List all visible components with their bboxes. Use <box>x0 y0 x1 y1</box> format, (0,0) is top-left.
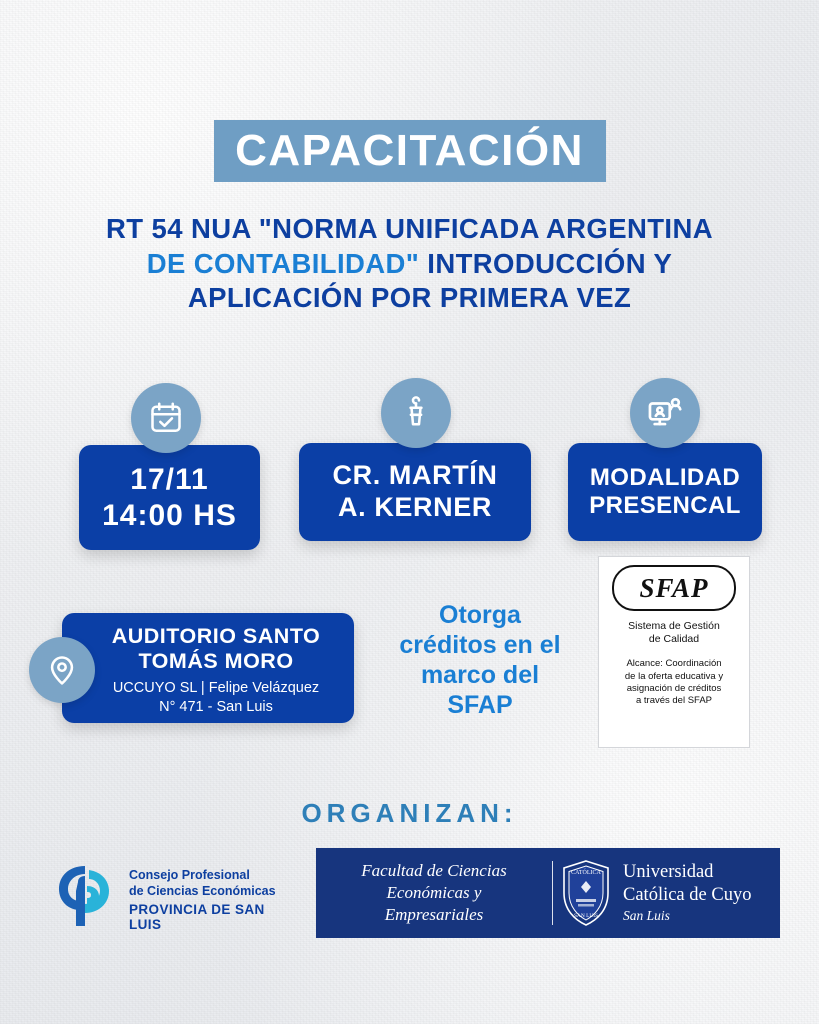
subtitle-line-1: RT 54 NUA "NORMA UNIFICADA ARGENTINA <box>106 213 713 244</box>
organizers-heading: ORGANIZAN: <box>301 798 518 828</box>
cpce-logo-icon <box>45 860 119 930</box>
svg-text:SAN LUIS: SAN LUIS <box>573 913 599 919</box>
card-modality-line-1: MODALIDAD <box>589 463 741 491</box>
venue-address-line-2: N° 471 - San Luis <box>159 698 273 715</box>
faculty-line-2: Económicas y <box>386 883 482 903</box>
sfap-scope-line-1: Alcance: Coordinación <box>626 658 722 670</box>
university-line-2: Católica de Cuyo <box>623 884 752 905</box>
card-date-line-1: 17/11 <box>130 463 209 497</box>
venue-title-line-2: TOMÁS MORO <box>138 648 294 673</box>
sfap-subtitle-line-2: de Calidad <box>648 633 700 646</box>
banner-title <box>214 120 606 182</box>
sfap-logo-text: SFAP <box>639 572 709 603</box>
venue-title-line-1: AUDITORIO SANTO <box>111 624 321 648</box>
card-speaker <box>299 443 531 541</box>
credits-line-3: marco del <box>420 661 540 689</box>
university-line-1: Universidad <box>623 862 714 883</box>
credits-line-2: créditos en el <box>399 631 561 659</box>
sfap-scope-line-2: de la oferta educativa y <box>624 670 724 682</box>
credits-line-1: Otorga <box>439 601 521 629</box>
university-line-3: San Luis <box>623 908 670 924</box>
cpce-line-1: Consejo Profesional <box>129 868 250 882</box>
sfap-subtitle-line-1: Sistema de Gestión <box>628 620 720 632</box>
sfap-seal <box>598 556 750 748</box>
faculty-name <box>316 860 552 925</box>
info-cards <box>0 425 819 550</box>
calendar-icon <box>131 383 201 453</box>
sfap-logo-icon <box>612 565 736 611</box>
catolica-shield-icon <box>553 857 619 929</box>
lectern-speaker-icon <box>381 378 451 448</box>
card-speaker-line-2: A. KERNER <box>338 492 492 522</box>
subtitle-line-2-rest: INTRODUCCIÓN Y <box>419 247 673 279</box>
sfap-subtitle <box>628 620 720 646</box>
page-title: CAPACITACIÓN <box>235 126 584 175</box>
subtitle-line-2-highlight: DE CONTABILIDAD" <box>146 247 420 279</box>
subtitle <box>60 212 760 316</box>
venue-card <box>62 613 354 723</box>
video-conference-icon <box>630 378 700 448</box>
card-modality-line-2: PRESENCAL <box>589 492 741 519</box>
cpce-line-3: PROVINCIA DE SAN LUIS <box>129 902 265 933</box>
subtitle-line-3: APLICACIÓN POR PRIMERA VEZ <box>187 282 632 314</box>
cpce-line-2: de Ciencias Económicas <box>129 883 276 898</box>
svg-text:CATÓLICA: CATÓLICA <box>571 870 601 876</box>
map-pin-icon <box>29 637 95 703</box>
card-date-line-2: 14:00 HS <box>102 498 237 532</box>
venue-address-line-1: UCCUYO SL | Felipe Velázquez <box>112 680 320 697</box>
university-banner <box>316 848 780 938</box>
cpce-logo <box>45 858 295 932</box>
sfap-scope <box>617 658 731 707</box>
faculty-line-1: Facultad de Ciencias <box>361 861 507 881</box>
university-name <box>619 861 780 925</box>
credits-line-4: SFAP <box>447 691 513 719</box>
card-date <box>79 445 260 550</box>
credits-text <box>380 600 580 720</box>
cpce-text <box>129 868 299 932</box>
sfap-scope-line-4: a través del SFAP <box>635 695 713 707</box>
sfap-scope-line-3: asignación de créditos <box>626 682 722 694</box>
card-speaker-line-1: CR. MARTÍN <box>332 460 498 491</box>
faculty-line-3: Empresariales <box>384 904 484 924</box>
card-modality <box>568 443 762 541</box>
